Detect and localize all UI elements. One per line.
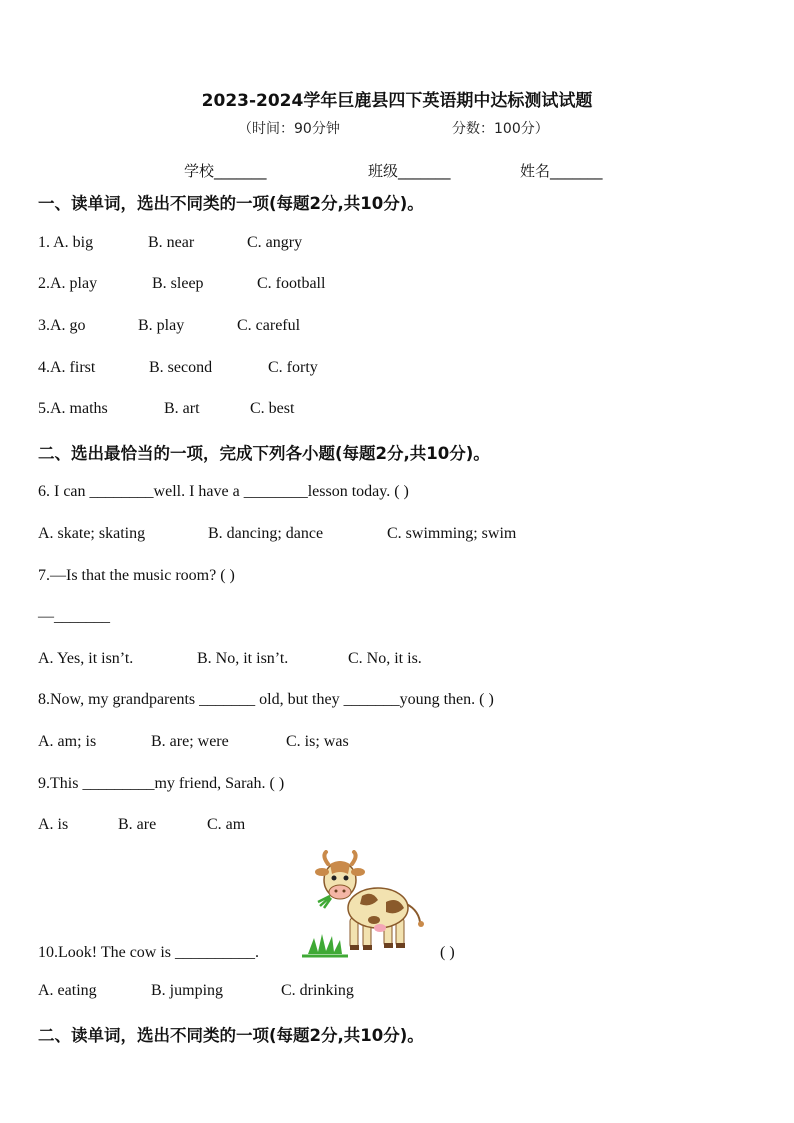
exam-time: （时间：90分钟	[238, 121, 340, 137]
question-8-option-a: A. am; is	[38, 733, 97, 750]
question-10: 10.Look! The cow is __________.	[38, 944, 260, 961]
question-2-c: C. football	[257, 275, 326, 292]
question-9-option-c: C. am	[207, 816, 246, 833]
question-1-c: C. angry	[247, 234, 303, 251]
question-4-a: 4.A. first	[38, 359, 96, 376]
question-10-answer-bracket: ( )	[440, 944, 455, 961]
cow-illustration	[300, 850, 432, 958]
question-1-b: B. near	[148, 234, 195, 251]
class-field: 班级_______	[368, 162, 451, 180]
question-8: 8.Now, my grandparents _______ old, but they _______young then. ( )	[38, 691, 494, 708]
question-2-a: 2.A. play	[38, 275, 98, 292]
question-4-c: C. forty	[268, 359, 318, 376]
question-5-b: B. art	[164, 400, 200, 417]
section-1-heading: 一、读单词，选出不同类的一项(每题2分,共10分)。	[38, 194, 424, 213]
section-3-heading: 二、读单词，选出不同类的一项(每题2分,共10分)。	[38, 1026, 424, 1045]
question-7-option-a: A. Yes, it isn’t.	[38, 650, 134, 667]
exam-score: 分数：100分）	[452, 121, 549, 137]
question-10-option-b: B. jumping	[151, 982, 224, 999]
question-3-c: C. careful	[237, 317, 301, 334]
page-title: 2023-2024学年巨鹿县四下英语期中达标测试试题	[201, 91, 593, 111]
question-5-a: 5.A. maths	[38, 400, 108, 417]
question-9-option-a: A. is	[38, 816, 69, 833]
question-7-answer-line: —_______	[38, 608, 110, 625]
question-10-option-c: C. drinking	[281, 982, 354, 999]
question-9-option-b: B. are	[118, 816, 157, 833]
section-2-heading: 二、选出最恰当的一项，完成下列各小题(每题2分,共10分)。	[38, 444, 490, 463]
question-1-a: 1. A. big	[38, 234, 94, 251]
question-8-option-b: B. are; were	[151, 733, 229, 750]
question-6-option-a: A. skate; skating	[38, 525, 146, 542]
name-field: 姓名_______	[520, 162, 603, 180]
question-6-option-b: B. dancing; dance	[208, 525, 324, 542]
question-3-a: 3.A. go	[38, 317, 86, 334]
question-6: 6. I can ________well. I have a ________lesson today. ( )	[38, 483, 409, 500]
question-5-c: C. best	[250, 400, 295, 417]
question-2-b: B. sleep	[152, 275, 204, 292]
question-10-option-a: A. eating	[38, 982, 97, 999]
question-7: 7.—Is that the music room? ( )	[38, 567, 235, 584]
question-6-option-c: C. swimming; swim	[387, 525, 517, 542]
question-7-option-c: C. No, it is.	[348, 650, 422, 667]
question-9: 9.This _________my friend, Sarah. ( )	[38, 775, 285, 792]
question-4-b: B. second	[149, 359, 213, 376]
question-7-option-b: B. No, it isn’t.	[197, 650, 289, 667]
school-field: 学校_______	[184, 162, 267, 180]
question-8-option-c: C. is; was	[286, 733, 349, 750]
question-3-b: B. play	[138, 317, 185, 334]
